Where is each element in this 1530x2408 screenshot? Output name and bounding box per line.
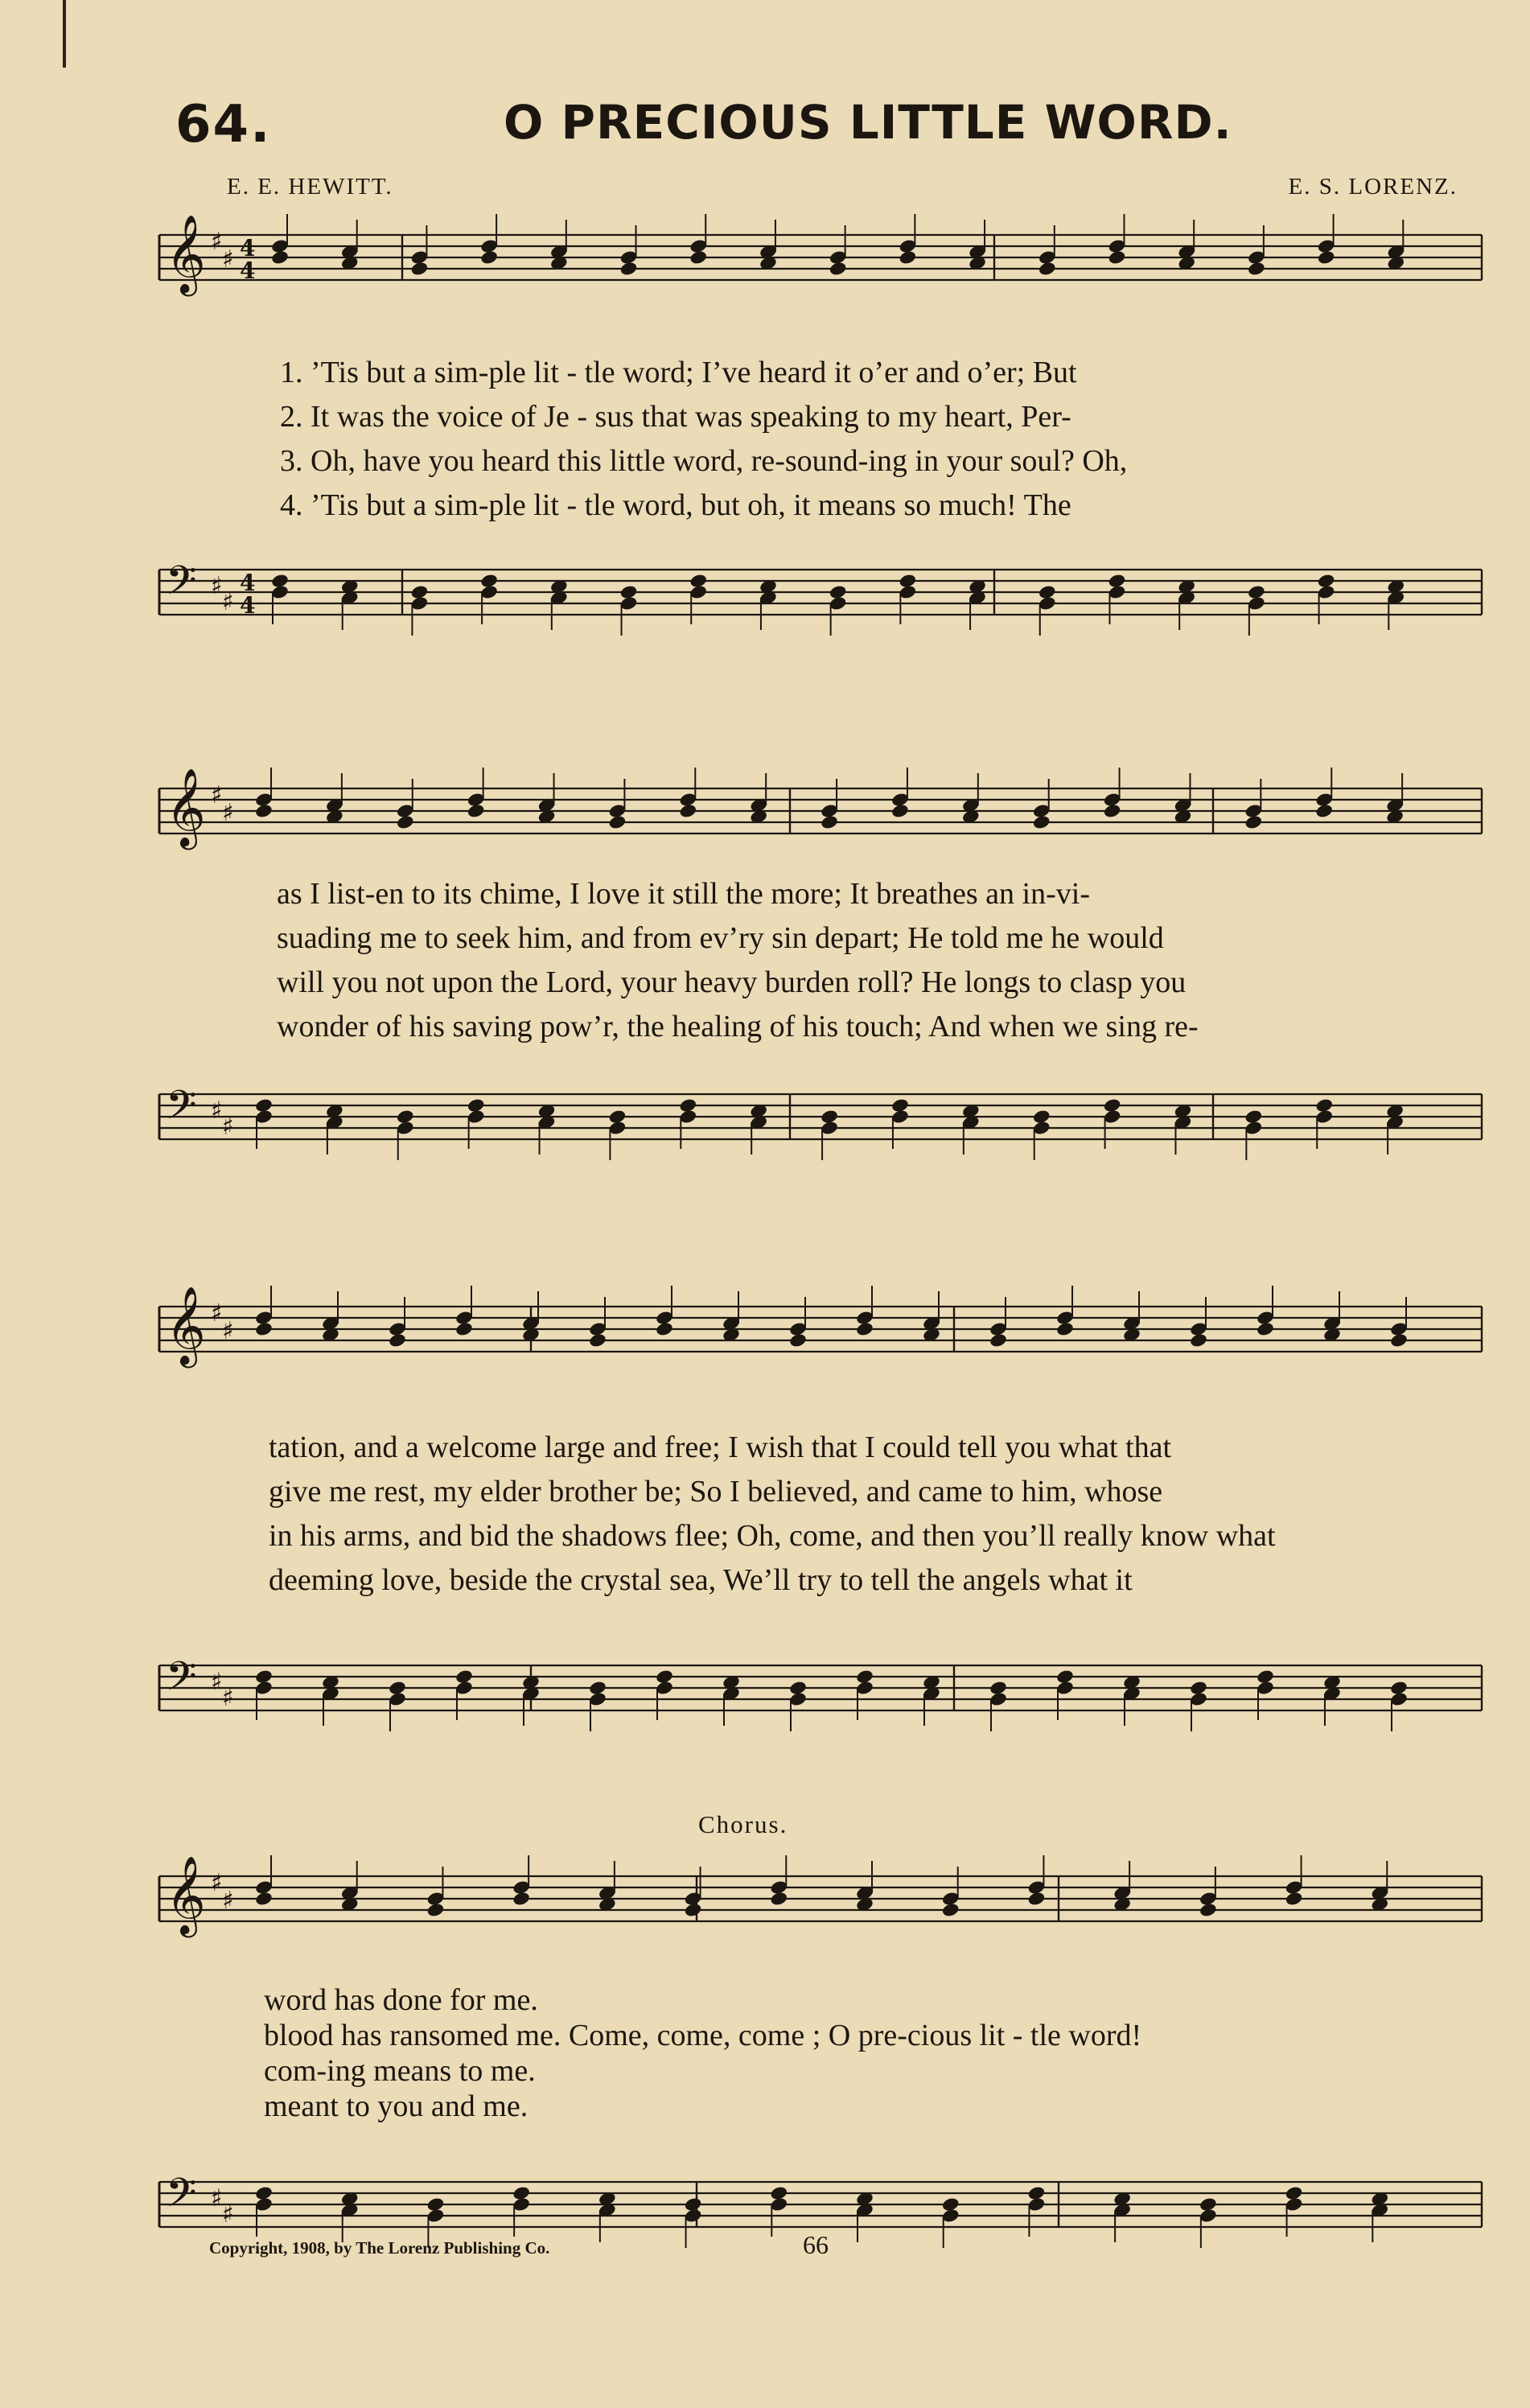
system-1-treble-staff [0,214,1530,346]
chorus-label: Chorus. [698,1810,788,1838]
chorus-line-1: word has done for me. [264,1983,538,2017]
sharp-icon: ♯ [222,1317,234,1345]
treble-clef-icon: 𝄞 [166,1286,206,1365]
time-signature-top: 4 [240,235,256,261]
sharp-icon: ♯ [222,1684,234,1712]
system-3-treble-staff [0,1271,1530,1416]
note-head [855,1321,874,1337]
system-2-verse-4: wonder of his saving pow’r, the healing of his touch; And when we sing re- [277,1010,1199,1043]
system-3-lyrics [269,1426,1276,1603]
system-2-lyrics [277,872,1199,1049]
system-3-verse-2: give me rest, my elder brother be; So I believed, and came to him, whose [269,1475,1163,1509]
sharp-icon: ♯ [211,1097,223,1125]
hymn-number: 64. [175,95,272,154]
chorus-line-3: com-ing means to me. [264,2054,536,2088]
sharp-icon: ♯ [211,1869,223,1897]
system-2-verse-3: will you not upon the Lord, your heavy burden roll? He longs to clasp you [277,965,1187,999]
note-head [941,1902,960,1918]
system-1-bass-staff [0,531,1530,692]
system-1-lyrics [280,351,1127,528]
note-head [454,1321,474,1337]
note-head [829,261,848,277]
note-head [1027,1891,1047,1907]
sharp-icon: ♯ [211,2184,223,2212]
note-head [890,803,910,819]
note-head [1317,249,1336,265]
treble-clef-icon: 𝄞 [166,768,206,846]
bass-clef-icon: 𝄢 [166,1082,197,1138]
bass-clef-icon: 𝄢 [166,2170,197,2226]
sharp-icon: ♯ [222,1113,234,1141]
system-1-verse-2: 2. It was the voice of Je - sus that was speaking to my heart, Per- [280,400,1071,434]
note-head [689,249,708,265]
treble-clef-icon: 𝄞 [166,214,206,293]
sharp-icon: ♯ [211,1299,223,1327]
note-head [1247,261,1266,277]
system-2-verse-2: suading me to seek him, and from ev’ry sin depart; He told me he would [277,921,1164,955]
composer-credit: E. S. LORENZ. [1288,174,1458,200]
note-head [1389,1332,1409,1348]
note-head [254,1891,274,1907]
note-head [254,803,274,819]
sharp-icon: ♯ [222,2200,234,2229]
sharp-icon: ♯ [222,245,234,274]
note-head [410,261,430,277]
note-head [479,249,499,265]
system-2-verse-1: as I list-en to its chime, I love it still the more; It breathes an in-vi- [277,877,1090,911]
system-3-verse-3: in his arms, and bid the shadows flee; Oh, come, and then you’ll really know what [269,1519,1276,1553]
note-head [512,1891,531,1907]
system-2-bass-staff [0,1054,1530,1215]
note-head [769,1891,788,1907]
system-1-verse-4: 4. ’Tis but a sim-ple lit - tle word, but oh, it means so much! The [280,488,1071,522]
sharp-icon: ♯ [211,228,223,256]
system-3-bass-staff [0,1601,1530,1762]
copyright-notice: Copyright, 1908, by The Lorenz Publishing Co. [209,2238,550,2258]
note-head [1108,249,1127,265]
note-head [1199,1902,1218,1918]
note-head [1244,814,1264,830]
note-head [426,1902,446,1918]
system-4-treble-staff [0,1850,1530,1995]
sharp-icon: ♯ [211,781,223,809]
page-number: 66 [803,2230,829,2259]
binding-mark [63,0,66,68]
note-head [588,1332,607,1348]
system-4-bass-staff [0,2116,1530,2285]
time-signature-bottom: 4 [240,592,256,619]
note-head [467,803,486,819]
time-signature-top: 4 [240,570,256,596]
note-head [388,1332,407,1348]
time-signature-bottom: 4 [240,257,256,284]
note-head [254,1321,274,1337]
note-head [1032,814,1051,830]
sharp-icon: ♯ [222,799,234,827]
note-head [684,1902,703,1918]
note-head [1038,261,1057,277]
bass-clef-icon: 𝄢 [166,558,197,614]
system-3-verse-1: tation, and a welcome large and free; I wish that I could tell you what that [269,1430,1172,1464]
sharp-icon: ♯ [211,572,223,600]
bass-clef-icon: 𝄢 [166,1653,197,1710]
note-head [655,1321,674,1337]
hymn-title: O PRECIOUS LITTLE WORD. [504,95,1232,150]
system-3-verse-4: deeming love, beside the crystal sea, We’ll try to tell the angels what it [269,1563,1133,1597]
chorus-line-4: meant to you and me. [264,2089,529,2123]
note-head [619,261,639,277]
note-head [1256,1321,1275,1337]
sharp-icon: ♯ [222,588,234,616]
note-head [989,1332,1008,1348]
note-head [899,249,918,265]
lyricist-credit: E. E. HEWITT. [227,174,393,200]
system-1-verse-3: 3. Oh, have you heard this little word, re-sound-ing in your soul? Oh, [280,444,1128,478]
note-head [1189,1332,1208,1348]
note-head [396,814,415,830]
sharp-icon: ♯ [222,1887,234,1915]
chorus-line-2: blood has ransomed me. Come, come, come ; O pre-cious lit - tle word! [264,2019,1142,2052]
note-head [788,1332,808,1348]
system-1-verse-1: 1. ’Tis but a sim-ple lit - tle word; I’ve heard it o’er and o’er; But [280,356,1077,389]
note-head [270,249,290,265]
sharp-icon: ♯ [211,1668,223,1696]
system-4-lyrics [264,1982,1141,2124]
note-head [608,814,627,830]
note-head [1055,1321,1075,1337]
note-head [1103,803,1122,819]
note-head [820,814,839,830]
treble-clef-icon: 𝄞 [166,1855,206,1934]
note-head [679,803,698,819]
note-head [1285,1891,1304,1907]
note-head [1314,803,1334,819]
system-2-treble-staff [0,740,1530,885]
